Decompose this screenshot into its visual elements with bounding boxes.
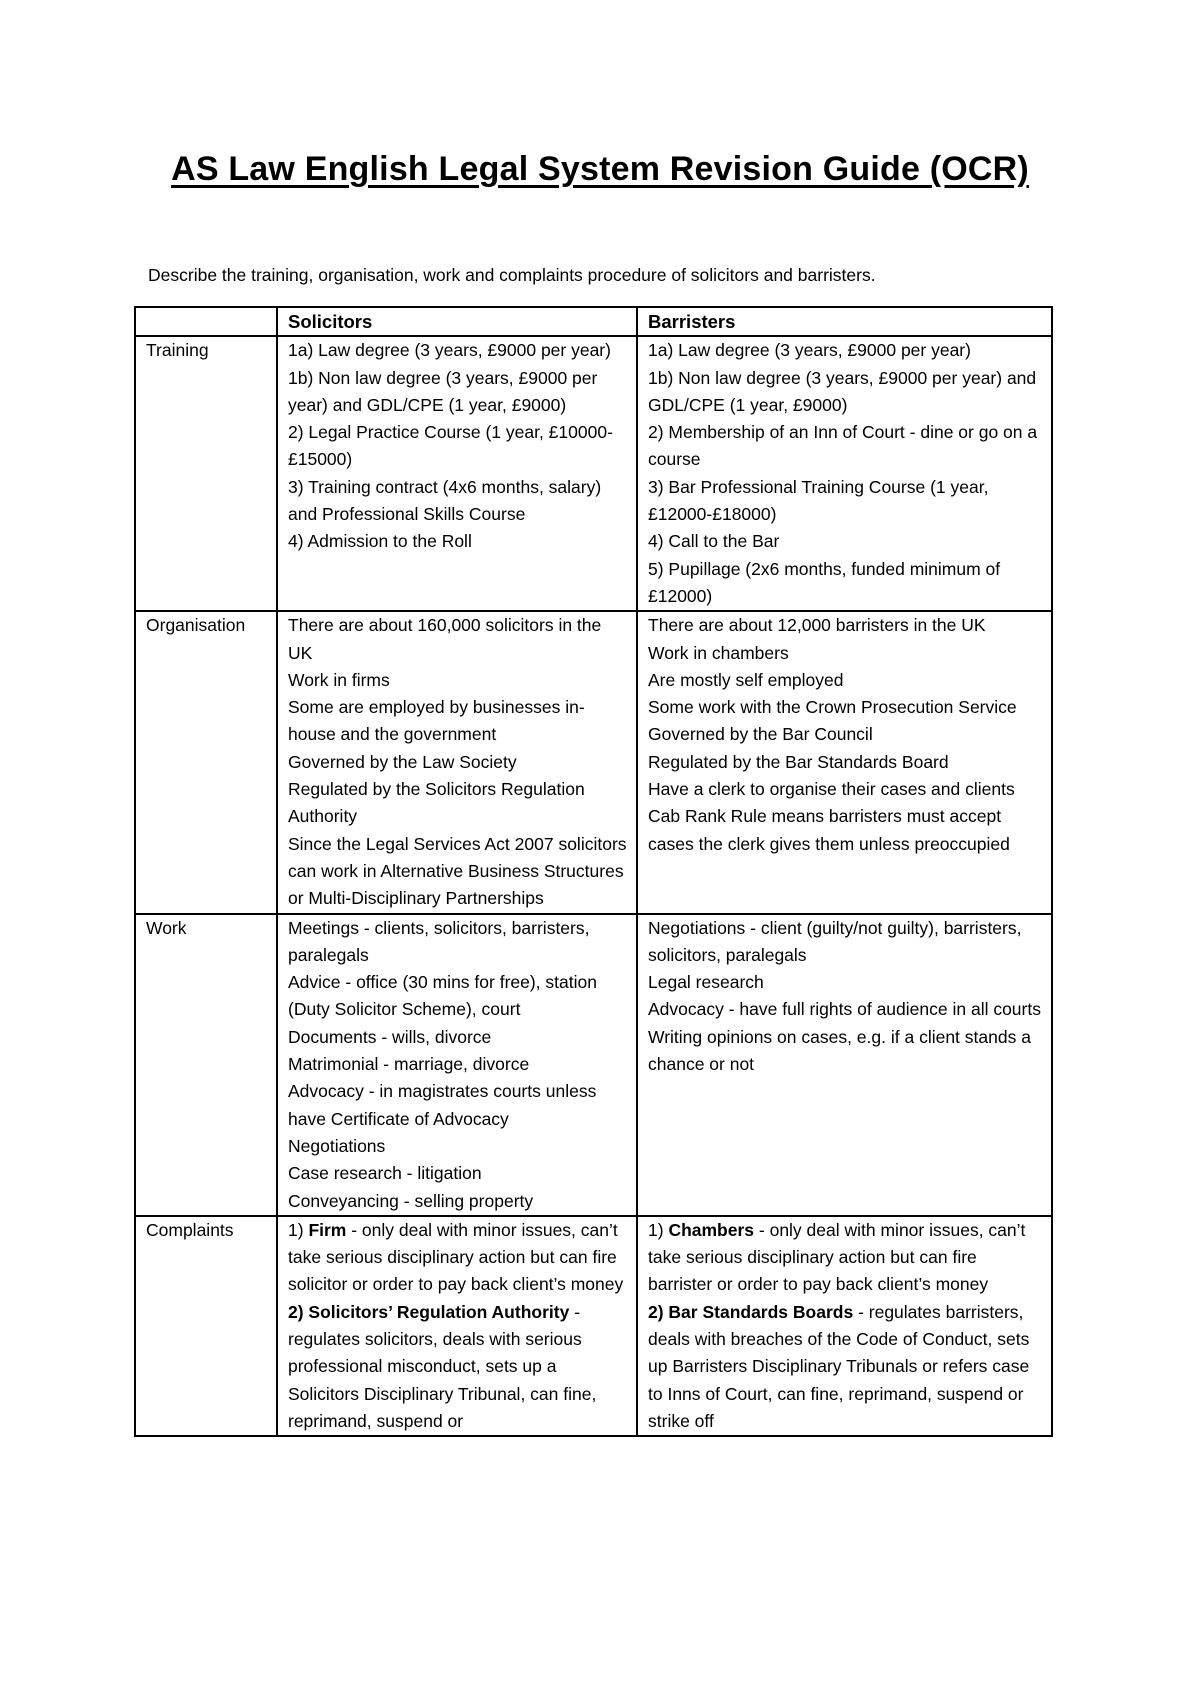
list-item	[288, 1217, 628, 1299]
list-item: Cab Rank Rule means barristers must accept cases the clerk gives them unless preoccupied	[648, 806, 1010, 854]
cell-complaints-barristers	[637, 1216, 1052, 1436]
list-item: Governed by the Bar Council	[648, 724, 873, 745]
list-item: Negotiations - client (guilty/not guilty), barristers, solicitors, paralegals	[648, 917, 1027, 965]
row-label-training: Training	[135, 336, 277, 611]
question-text: Describe the training, organisation, work and complaints procedure of solicitors and barristers.	[148, 265, 876, 285]
list-item: Negotiations	[288, 1135, 386, 1156]
list-item: 4) Call to the Bar	[648, 531, 780, 552]
list-item: 1b) Non law degree (3 years, £9000 per year) and GDL/CPE (1 year, £9000)	[648, 367, 1042, 415]
list-item	[648, 1217, 1043, 1299]
list-item: Matrimonial - marriage, divorce	[288, 1054, 530, 1075]
item-bold-term: 2) Bar Standards Boards	[648, 1301, 854, 1322]
list-item: Some work with the Crown Prosecution Service	[648, 697, 1017, 718]
header-cell-empty	[135, 307, 277, 336]
list-item: Some are employed by businesses in-house and the government	[288, 697, 585, 745]
list-item: Advocacy - in magistrates courts unless have Certificate of Advocacy	[288, 1081, 602, 1129]
list-item: Legal research	[648, 972, 764, 993]
item-text: - regulates barristers, deals with breaches of the Code of Conduct, sets up Barristers Disciplinary Tribunals or refers case to Inns of Court, can fine, reprimand, suspend or strike off	[648, 1301, 1035, 1431]
list-item: 5) Pupillage (2x6 months, funded minimum of £12000)	[648, 558, 1005, 606]
list-item: Since the Legal Services Act 2007 solicitors can work in Alternative Business Structures or Multi-Disciplinary Partnerships	[288, 833, 632, 909]
list-item: 2) Membership of an Inn of Court - dine or go on a course	[648, 422, 1042, 470]
list-item: Writing opinions on cases, e.g. if a client stands a chance or not	[648, 1026, 1036, 1075]
item-prefix: 1)	[648, 1219, 669, 1240]
comparison-table	[134, 306, 1053, 1437]
list-item: 3) Training contract (4x6 months, salary) and Professional Skills Course	[288, 476, 607, 525]
cell-work-solicitors	[277, 914, 637, 1216]
list-item: Advice - office (30 mins for free), station (Duty Solicitor Scheme), court	[288, 972, 602, 1020]
cell-complaints-solicitors	[277, 1216, 637, 1436]
list-item: 1b) Non law degree (3 years, £9000 per year) and GDL/CPE (1 year, £9000)	[288, 367, 603, 415]
list-item: Regulated by the Bar Standards Board	[648, 751, 949, 772]
list-item	[288, 1299, 628, 1435]
list-item: Case research - litigation	[288, 1163, 482, 1184]
row-label-organisation: Organisation	[135, 611, 277, 913]
list-item: Governed by the Law Society	[288, 751, 517, 772]
list-item: 4) Admission to the Roll	[288, 531, 472, 552]
list-item: 1a) Law degree (3 years, £9000 per year)	[648, 340, 971, 361]
list-item	[648, 1299, 1043, 1435]
table-header-row	[135, 307, 1052, 336]
row-label-work: Work	[135, 914, 277, 1216]
item-bold-term: Firm	[308, 1219, 347, 1240]
cell-organisation-barristers	[637, 611, 1052, 913]
table-row-complaints	[135, 1216, 1052, 1436]
page-title: AS Law English Legal System Revision Guide (OCR)	[171, 150, 1029, 188]
table-row-training	[135, 336, 1052, 611]
list-item: There are about 160,000 solicitors in the UK	[288, 615, 607, 663]
item-text: - only deal with minor issues, can’t take serious disciplinary action but can fire barrister or order to pay back client’s money	[648, 1219, 1031, 1295]
list-item: Have a clerk to organise their cases and clients	[648, 779, 1015, 800]
item-text: - only deal with minor issues, can’t take serious disciplinary action but can fire solicitor or order to pay back client’s money	[288, 1219, 624, 1295]
cell-training-solicitors	[277, 336, 637, 611]
header-cell-solicitors: Solicitors	[277, 307, 637, 336]
item-bold-term: Chambers	[668, 1219, 755, 1240]
list-item: 3) Bar Professional Training Course (1 year, £12000-£18000)	[648, 476, 994, 525]
cell-organisation-solicitors	[277, 611, 637, 913]
list-item: Conveyancing - selling property	[288, 1190, 534, 1211]
list-item: 1a) Law degree (3 years, £9000 per year)	[288, 340, 611, 361]
table-row-organisation	[135, 611, 1052, 913]
cell-work-barristers	[637, 914, 1052, 1216]
list-item: Documents - wills, divorce	[288, 1026, 492, 1047]
list-item: Advocacy - have full rights of audience in all courts	[648, 999, 1041, 1020]
header-cell-barristers: Barristers	[637, 307, 1052, 336]
list-item: Work in chambers	[648, 642, 789, 663]
table-row-work	[135, 914, 1052, 1216]
list-item: Meetings - clients, solicitors, barristers, paralegals	[288, 917, 595, 965]
row-label-complaints: Complaints	[135, 1216, 277, 1436]
list-item: 2) Legal Practice Course (1 year, £10000-£15000)	[288, 422, 613, 470]
item-bold-term: 2) Solicitors’ Regulation Authority	[288, 1301, 570, 1322]
list-item: Are mostly self employed	[648, 669, 844, 690]
list-item: There are about 12,000 barristers in the UK	[648, 615, 986, 636]
cell-training-barristers	[637, 336, 1052, 611]
item-text: - regulates solicitors, deals with serious professional misconduct, sets up a Solicitors Disciplinary Tribunal, can fine, reprimand, suspend or	[288, 1301, 602, 1431]
item-prefix: 1)	[288, 1219, 309, 1240]
list-item: Work in firms	[288, 669, 390, 690]
list-item: Regulated by the Solicitors Regulation Authority	[288, 779, 589, 827]
